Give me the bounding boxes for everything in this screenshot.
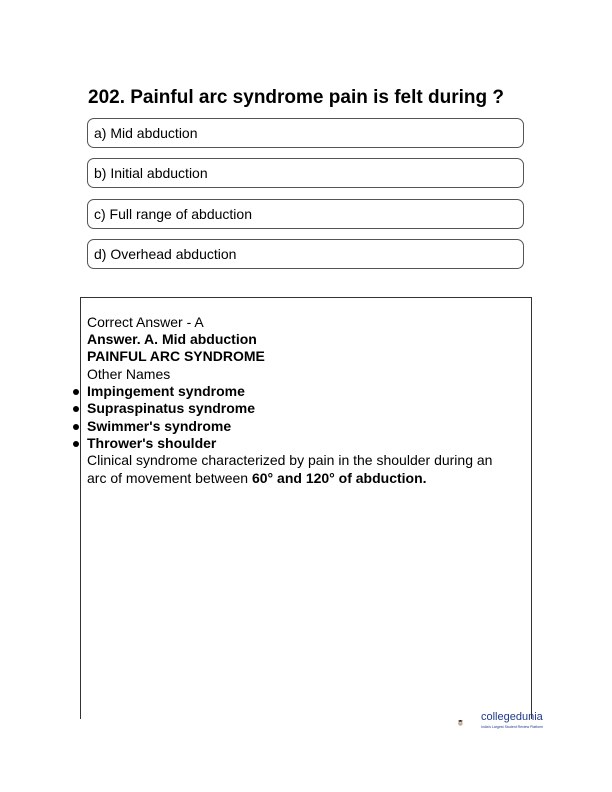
description-prefix: arc of movement between xyxy=(87,470,252,486)
description-bold: 60° and 120° of abduction. xyxy=(251,470,427,486)
bullet-dot xyxy=(73,389,79,395)
question-title: 202. Painful arc syndrome pain is felt during ? xyxy=(88,87,504,108)
other-name-item: Swimmer's syndrome xyxy=(87,418,232,434)
answer-line: Answer. A. Mid abduction xyxy=(87,331,257,347)
bullet-dot xyxy=(73,441,79,447)
bullet-dot xyxy=(73,406,79,412)
bullet-dot xyxy=(73,424,79,430)
option-a[interactable]: a) Mid abduction xyxy=(87,118,524,148)
other-name-item: Impingement syndrome xyxy=(87,383,245,399)
other-name-item: Thrower's shoulder xyxy=(87,435,217,451)
logo-name: collegedunia xyxy=(481,711,543,723)
other-names-label: Other Names xyxy=(87,366,171,382)
option-d[interactable]: d) Overhead abduction xyxy=(87,239,524,269)
other-name-item: Supraspinatus syndrome xyxy=(87,400,256,416)
description-line-1: Clinical syndrome characterized by pain in the shoulder during an xyxy=(87,452,493,468)
option-c[interactable]: c) Full range of abduction xyxy=(87,199,524,229)
section-heading: PAINFUL ARC SYNDROME xyxy=(87,348,265,364)
description-line-2 xyxy=(87,470,427,487)
logo-tagline: India's Largest Student Review Platform xyxy=(481,725,544,729)
collegedunia-logo-icon xyxy=(458,709,482,737)
option-b[interactable]: b) Initial abduction xyxy=(87,158,524,188)
correct-answer-text: Correct Answer - A xyxy=(87,314,204,330)
